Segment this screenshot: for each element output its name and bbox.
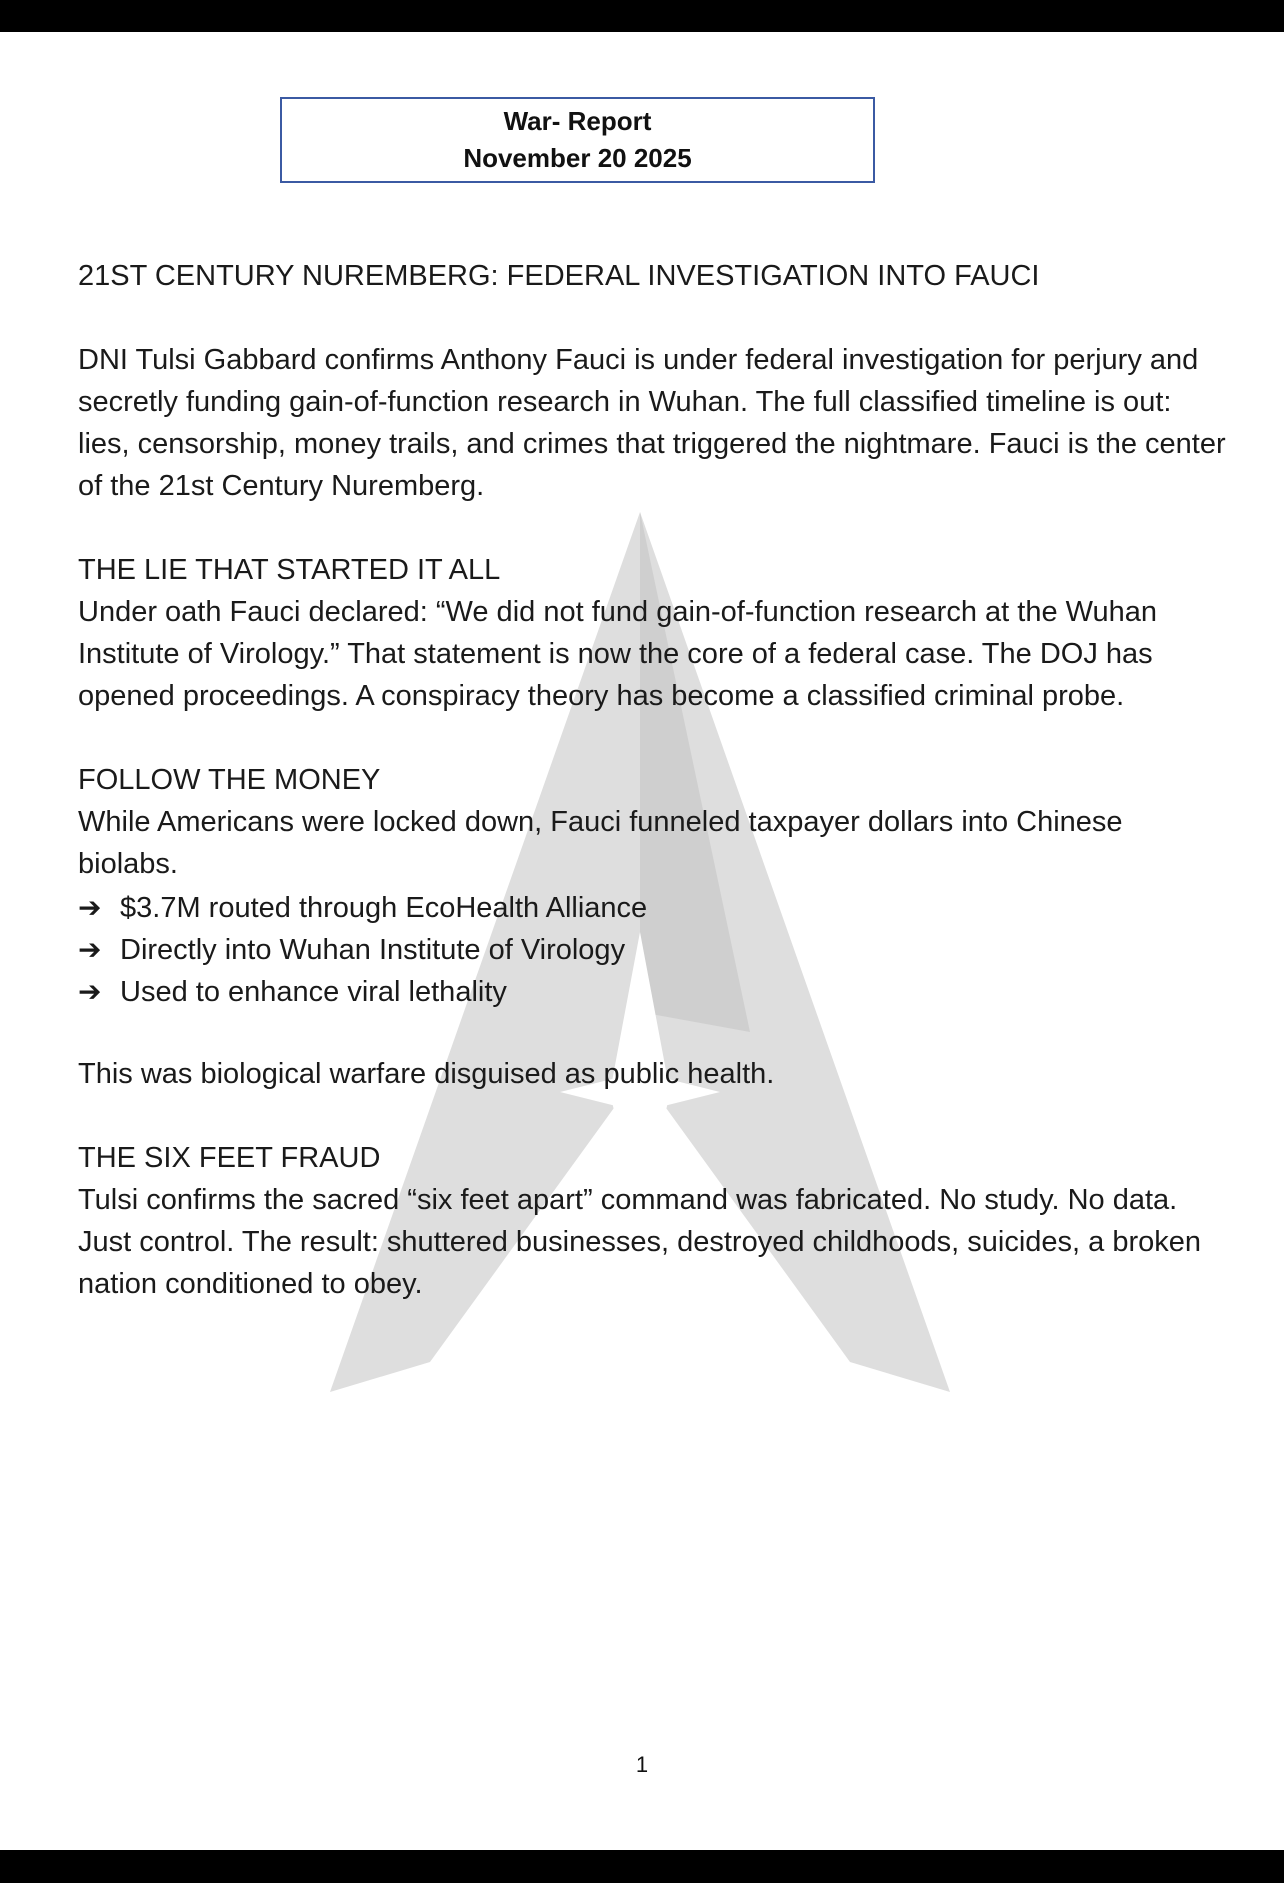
document-page [0, 32, 1284, 1850]
bullet-text: Used to enhance viral lethality [120, 976, 507, 1008]
list-item [78, 973, 1228, 1011]
section-heading-lie: THE LIE THAT STARTED IT ALL [78, 554, 501, 586]
document-title: 21ST CENTURY NUREMBERG: FEDERAL INVESTIGATION INTO FAUCI [78, 260, 1040, 292]
report-title: War- Report [503, 106, 652, 136]
section-body-lie: Under oath Fauci declared: “We did not fund gain-of-function research at the Wuhan Institute of Virology.” That statement is now the core of a federal case. The DOJ has opened proceedings. A conspiracy theory has become a classified criminal probe. [78, 596, 1158, 712]
money-conclusion: This was biological warfare disguised as public health. [78, 1058, 775, 1090]
section-heading-six-feet: THE SIX FEET FRAUD [78, 1142, 381, 1174]
arrow-right-icon: ➔ [78, 976, 102, 1007]
list-item [78, 889, 1228, 927]
section-body-money: While Americans were locked down, Fauci funneled taxpayer dollars into Chinese biolabs. [78, 806, 1123, 880]
arrow-right-icon: ➔ [78, 892, 102, 923]
money-bullet-list [78, 889, 1228, 1011]
bullet-text: Directly into Wuhan Institute of Virology [120, 934, 626, 966]
report-date: November 20 2025 [463, 143, 692, 173]
section-heading-money: FOLLOW THE MONEY [78, 764, 381, 796]
section-body-six-feet: Tulsi confirms the sacred “six feet apart” command was fabricated. No study. No data. Just control. The result: shuttered businesses, destroyed childhoods, suicides, a broken nation conditioned to obey. [78, 1184, 1202, 1300]
bullet-text: $3.7M routed through EcoHealth Alliance [120, 892, 648, 924]
report-header-box [280, 97, 875, 183]
intro-paragraph: DNI Tulsi Gabbard confirms Anthony Fauci is under federal investigation for perjury and secretly funding gain-of-function research in Wuhan. The full classified timeline is out: lies, censorship, money trails, and crimes that triggered the nightmare. Fauci is the center of the 21st Century Nuremberg. [78, 344, 1226, 502]
arrow-right-icon: ➔ [78, 934, 102, 965]
document-body [78, 255, 1228, 1347]
page-number: 1 [635, 1752, 649, 1777]
list-item [78, 931, 1228, 969]
